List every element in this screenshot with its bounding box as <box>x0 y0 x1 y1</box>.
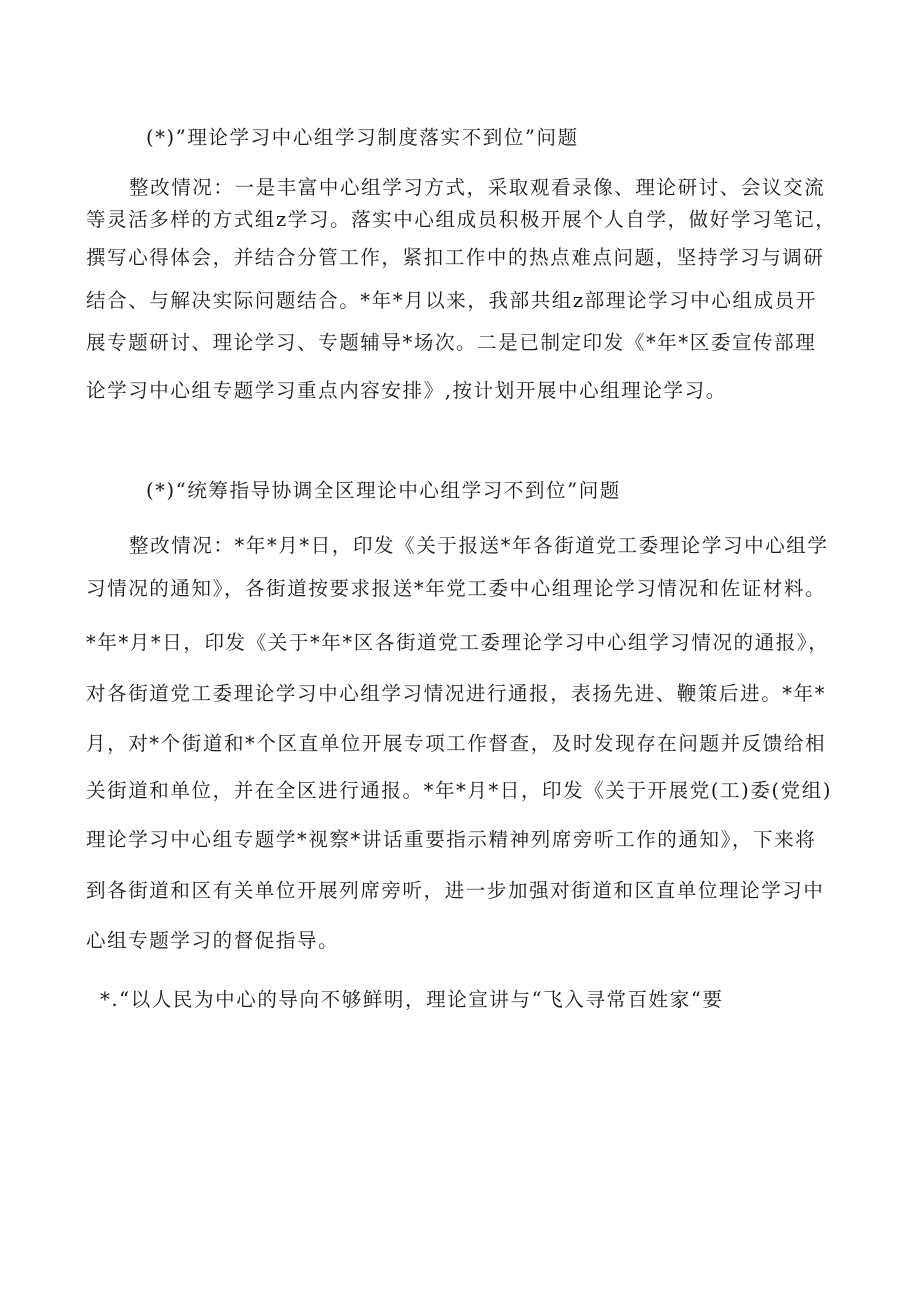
section-2-line-9: 心组专题学习的督促指导。 <box>86 929 340 952</box>
section-2-heading: (*)“统筹指导协调全区理论中心组学习不到位”问题 <box>146 479 621 502</box>
section-2-line-2: 习情况的通知》，各街道按要求报送*年党工委中心组理论学习情况和佐证材料。 <box>86 577 827 600</box>
section-3-heading: *.“以人民为中心的导向不够鲜明，理论宣讲与“飞入寻常百姓家“要 <box>100 988 724 1011</box>
section-2-line-8: 到各街道和区有关单位开展列席旁听，进一步加强对街道和区直单位理论学习中 <box>86 879 825 902</box>
section-2-line-3: *年*月*日，印发《关于*年*区各街道党工委理论学习中心组学习情况的通报》， <box>86 631 830 654</box>
section-1-line-5: 展专题研讨、理论学习、专题辅导*场次。二是已制定印发《*年*区委宣传部理 <box>86 331 817 354</box>
section-1-line-4: 结合、与解决实际问题结合。*年*月以来，我部共组z部理论学习中心组成员开 <box>86 289 817 312</box>
section-2-line-1: 整改情况：*年*月*日，印发《关于报送*年各街道党工委理论学习中心组学 <box>129 534 829 557</box>
section-2-line-7: 理论学习中心组专题学*视察*讲话重要指示精神列席旁听工作的通知》，下来将 <box>86 828 817 851</box>
section-1-line-1: 整改情况：一是丰富中心组学习方式，采取观看录像、理论研讨、会议交流 <box>129 176 826 199</box>
section-1-line-6: 论学习中心组专题学习重点内容安排》,按计划开展中心组理论学习。 <box>86 379 727 402</box>
section-1-heading: (*)”理论学习中心组学习制度落实不到位”问题 <box>146 126 579 149</box>
section-1-line-2: 等灵活多样的方式组z学习。落实中心组成员积极开展个人自学，做好学习笔记， <box>86 208 837 231</box>
section-2-line-5: 月，对*个街道和*个区直单位开展专项工作督查，及时发现存在问题并反馈给相 <box>86 732 827 755</box>
section-1-line-3: 撰写心得体会，并结合分管工作，紧扣工作中的热点难点问题，坚持学习与调研 <box>86 246 825 269</box>
section-2-line-4: 对各街道党工委理论学习中心组学习情况进行通报，表扬先进、鞭策后进。*年* <box>86 682 827 705</box>
section-2-line-6: 关街道和单位，并在全区进行通报。*年*月*日，印发《关于开展党(工)委(党组) <box>86 779 833 802</box>
